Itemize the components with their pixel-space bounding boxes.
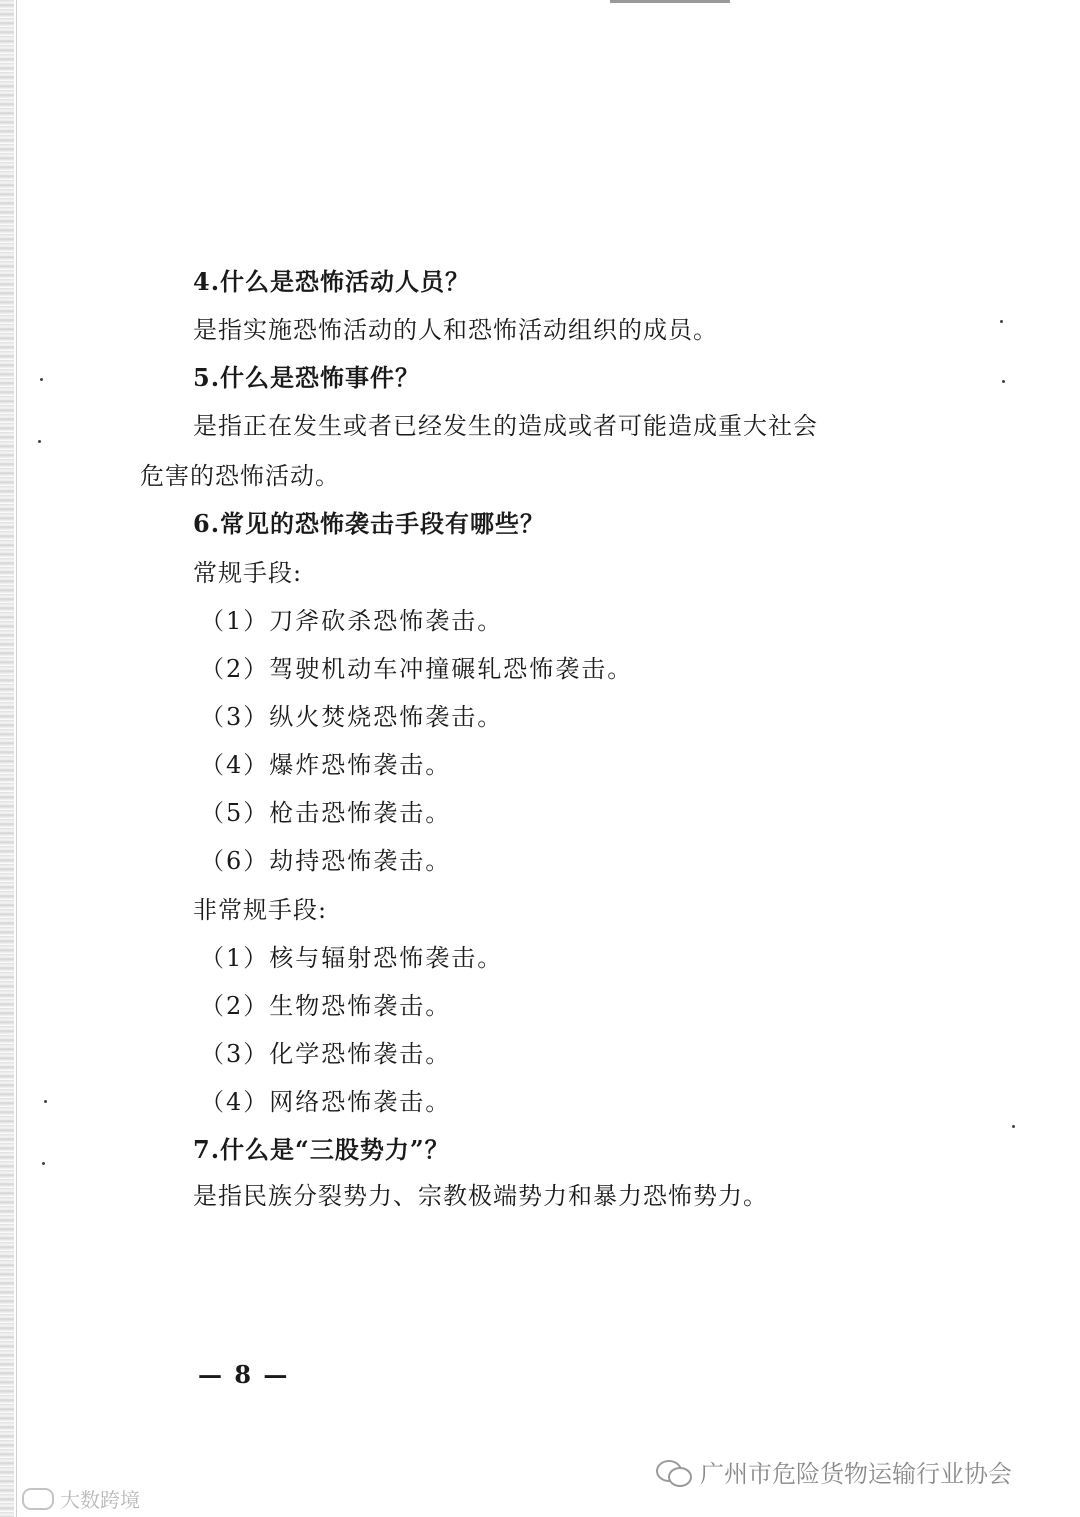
scan-edge-line <box>16 0 17 1517</box>
wechat-icon <box>656 1458 692 1486</box>
answer-4-text: 是指实施恐怖活动的人和恐怖活动组织的成员。 <box>193 316 718 344</box>
scan-speck <box>1012 1125 1015 1128</box>
question-7-heading: 7.什么是“三股势力”？ <box>193 1135 450 1164</box>
scan-speck <box>40 378 43 381</box>
scan-edge <box>0 0 14 1517</box>
wechat-account-name: 广州市危险货物运输行业协会 <box>700 1460 1012 1488</box>
scan-top-mark <box>610 0 730 3</box>
question-4-heading: 4.什么是恐怖活动人员？ <box>193 267 471 296</box>
corner-watermark <box>22 1484 140 1513</box>
scan-speck <box>42 1162 45 1165</box>
answer-5-continuation: 危害的恐怖活动。 <box>140 462 340 490</box>
list-item: （2）驾驶机动车冲撞碾轧恐怖袭击。 <box>200 655 634 683</box>
scan-speck <box>44 1100 47 1103</box>
question-6-heading: 6.常见的恐怖袭击手段有哪些？ <box>193 509 546 538</box>
answer-5-text: 是指正在发生或者已经发生的造成或者可能造成重大社会 <box>193 412 818 440</box>
list-item: （5）枪击恐怖袭击。 <box>200 799 452 827</box>
list-item: （1）刀斧砍杀恐怖袭击。 <box>200 607 504 635</box>
corner-watermark-text: 大数跨境 <box>60 1488 140 1512</box>
list-item: （6）劫持恐怖袭击。 <box>200 847 452 875</box>
list-item: （3）纵火焚烧恐怖袭击。 <box>200 703 504 731</box>
answer-7-text: 是指民族分裂势力、宗教极端势力和暴力恐怖势力。 <box>193 1182 768 1210</box>
scan-speck <box>1000 320 1003 323</box>
scan-speck <box>38 440 41 443</box>
unconventional-means-heading: 非常规手段: <box>193 896 328 924</box>
page-number: — 8 — <box>198 1360 290 1389</box>
list-item: （4）网络恐怖袭击。 <box>200 1088 452 1116</box>
list-item: （2）生物恐怖袭击。 <box>200 992 452 1020</box>
list-item: （1）核与辐射恐怖袭击。 <box>200 944 504 972</box>
scan-speck <box>1002 380 1005 383</box>
logo-icon <box>22 1488 54 1510</box>
wechat-watermark <box>656 1454 1012 1489</box>
conventional-means-heading: 常规手段: <box>193 559 303 587</box>
list-item: （3）化学恐怖袭击。 <box>200 1040 452 1068</box>
list-item: （4）爆炸恐怖袭击。 <box>200 751 452 779</box>
question-5-heading: 5.什么是恐怖事件？ <box>193 363 421 392</box>
